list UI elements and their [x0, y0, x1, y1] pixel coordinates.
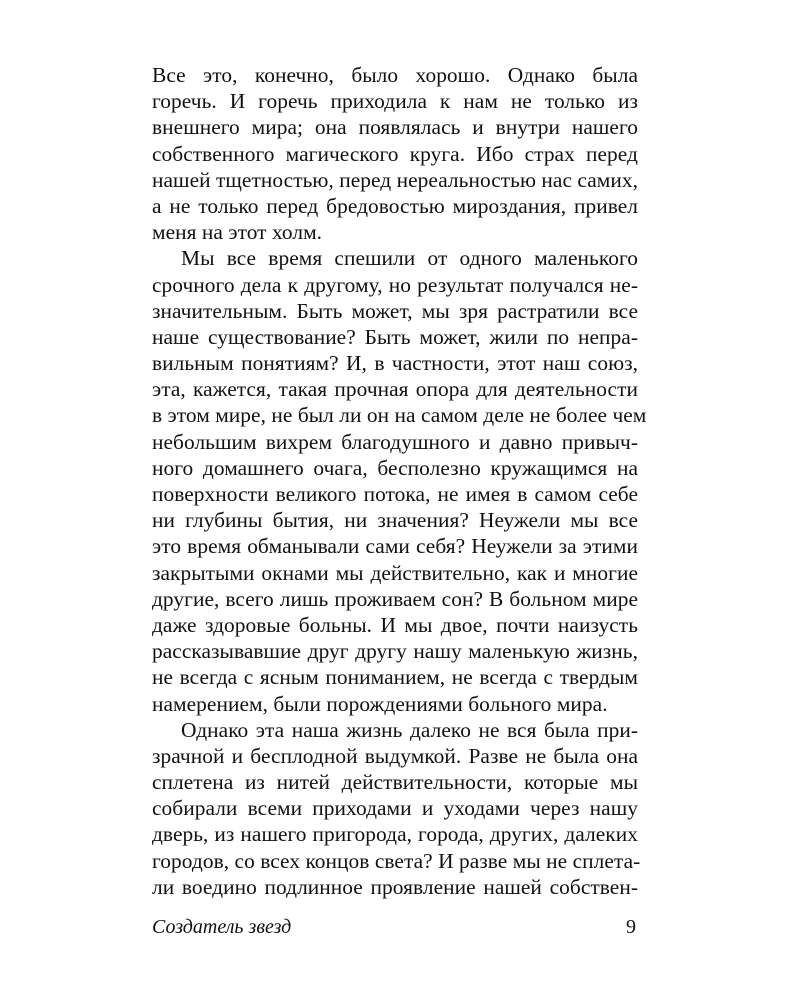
text-line: Однако эта наша жизнь далеко не вся была при- — [181, 717, 638, 742]
running-title: Создатель звезд — [152, 916, 292, 938]
text-line: сплетена из нитей действительности, которые мы — [152, 770, 638, 795]
text-line: закрытыми окнами мы действительно, как и многие — [152, 560, 638, 585]
text-line: значительным. Быть может, мы зря растратили все — [152, 298, 638, 323]
text-line: в этом мире, не был ли он на самом деле не более чем — [152, 403, 647, 428]
text-line: ного домашнего очага, бесполезно кружащимся на — [152, 455, 638, 480]
text-line: ли воедино подлинное проявление нашей собствен- — [152, 874, 638, 899]
text-line: Мы все время спешили от одного маленького — [181, 246, 638, 271]
text-line: нашей тщетностью, перед нереальностью нас самих, — [152, 167, 638, 192]
text-line: вильным понятиям? И, в частности, этот наш союз, — [152, 351, 638, 376]
text-line: собственного магического круга. Ибо страх перед — [152, 141, 638, 166]
text-line: дверь, из нашего пригорода, города, других, далеких — [152, 822, 638, 847]
page-footer — [152, 912, 638, 942]
text-line: рассказывавшие друг другу нашу маленькую жизнь, — [152, 639, 638, 664]
text-line: намерением, были порождениями больного мира. — [152, 691, 608, 716]
text-line: это время обманывали сами себя? Неужели за этими — [152, 534, 638, 559]
text-line: небольшим вихрем благодушного и давно привыч- — [152, 429, 638, 454]
text-line: Все это, конечно, было хорошо. Однако была — [152, 63, 638, 87]
text-line: а не только перед бредовостью мироздания, привел — [152, 193, 638, 218]
text-line: городов, со всех концов света? И разве мы не сплета- — [152, 848, 641, 873]
text-line: срочного дела к другому, но результат получался не- — [152, 272, 638, 297]
text-line: эта, кажется, такая прочная опора для деятельности — [152, 377, 638, 402]
text-line: ни глубины бытия, ни значения? Неужели мы все — [152, 508, 638, 533]
page-number: 9 — [626, 916, 636, 938]
text-line: горечь. И горечь приходила к нам не только из — [152, 89, 638, 114]
text-line: другие, всего лишь проживаем сон? В больном мире — [152, 586, 638, 611]
text-line: поверхности великого потока, не имея в самом себе — [152, 482, 638, 506]
text-line: меня на этот холм. — [152, 220, 323, 245]
text-line: даже здоровые больны. И мы двое, почти наизусть — [152, 612, 638, 637]
text-line: зрачной и бесплодной выдумкой. Разве не была она — [152, 743, 638, 768]
text-line: наше существование? Быть может, жили по непра- — [152, 324, 638, 349]
text-line: не всегда с ясным пониманием, не всегда с твердым — [152, 665, 638, 690]
text-line: собирали всеми приходами и уходами через нашу — [152, 796, 638, 821]
page-body — [152, 62, 647, 900]
text-line: внешнего мира; она появлялась и внутри нашего — [152, 115, 638, 140]
